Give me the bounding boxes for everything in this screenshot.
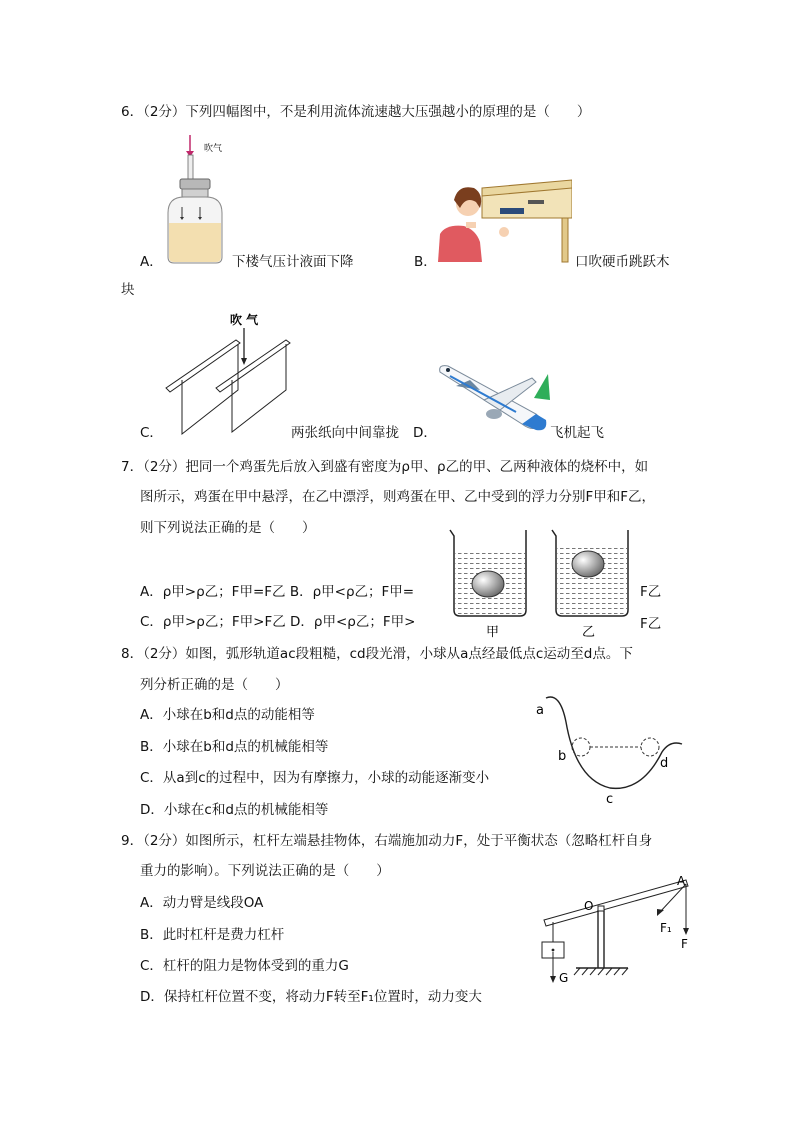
q6-stem: 6．（2分）下列四幅图中，不是利用流体流速越大压强越小的原理的是（ ） xyxy=(121,104,591,120)
point-c-label: c xyxy=(606,792,614,807)
q8-option-c: C．从a到c的过程中，因为有摩擦力，小球的动能逐渐变小 xyxy=(140,770,490,786)
weight-g-label: G xyxy=(559,971,569,985)
coin-blowing-figure xyxy=(436,178,572,264)
q8-option-a: A．小球在b和d点的动能相等 xyxy=(140,707,315,723)
q6-c-text: 两张纸向中间靠拢 xyxy=(291,425,399,441)
q6-b-label: B． xyxy=(414,254,437,270)
q8-stem-line1: 8．（2分）如图，弧形轨道ac段粗糙，cd段光滑，小球从a点经最低点c运动至d点。下 xyxy=(121,646,633,662)
lever-point-o: O xyxy=(584,899,594,913)
q9-option-d: D．保持杠杆位置不变，将动力F转至F₁位置时，动力变大 xyxy=(140,989,482,1005)
point-b-label: b xyxy=(558,749,567,764)
force-f-label: F xyxy=(681,937,688,951)
q7-stem-line3: 则下列说法正确的是（ ） xyxy=(140,520,316,536)
q8-stem-line2: 列分析正确的是（ ） xyxy=(140,677,289,693)
q7-options-cd-end: F乙 xyxy=(640,616,662,632)
q8-option-b: B．小球在b和d点的机械能相等 xyxy=(140,739,329,755)
q7-stem-line2: 图所示，鸡蛋在甲中悬浮，在乙中漂浮，则鸡蛋在甲、乙中受到的浮力分别F甲和F乙， xyxy=(140,489,656,505)
q7-options-ab: A．ρ甲>ρ乙；F甲=F乙 B．ρ甲<ρ乙；F甲= xyxy=(140,584,415,600)
two-papers-figure xyxy=(160,310,292,436)
q7-options-cd: C．ρ甲>ρ乙；F甲>F乙 D．ρ甲<ρ乙；F甲> xyxy=(140,614,416,630)
q9-option-c: C．杠杆的阻力是物体受到的重力G xyxy=(140,958,349,974)
force-f1-label: F₁ xyxy=(660,921,672,935)
q6-a-label: A． xyxy=(140,254,163,270)
q6-c-label: C． xyxy=(140,425,163,441)
beaker2-label: 乙 xyxy=(582,625,596,640)
beaker1-label: 甲 xyxy=(486,625,500,640)
point-d-label: d xyxy=(660,756,669,771)
airplane-figure xyxy=(436,360,552,436)
blow-label-a: 吹气 xyxy=(204,144,223,154)
q7-options-ab-end: F乙 xyxy=(640,584,662,600)
q6-d-label: D． xyxy=(413,425,437,441)
lever-point-a: A xyxy=(677,874,686,888)
q9-stem-line2: 重力的影响）。下列说法正确的是（ ） xyxy=(140,863,390,879)
q9-option-a: A．动力臂是线段OA xyxy=(140,895,264,911)
blow-label-c: 吹 气 xyxy=(230,313,259,327)
q9-stem-line1: 9．（2分）如图所示，杠杆左端悬挂物体，右端施加动力F，处于平衡状态（忽略杠杆自身 xyxy=(121,833,653,849)
arc-track-figure xyxy=(530,692,688,808)
q8-option-d: D．小球在c和d点的机械能相等 xyxy=(140,802,329,818)
barometer-jar-figure xyxy=(160,133,232,265)
beakers-figure xyxy=(446,526,632,644)
q7-stem-line1: 7．（2分）把同一个鸡蛋先后放入到盛有密度为ρ甲、ρ乙的甲、乙两种液体的烧杯中，如 xyxy=(121,459,649,475)
q6-b-text: 口吹硬币跳跃木 xyxy=(575,254,670,270)
point-a-label: a xyxy=(536,703,544,718)
q9-option-b: B．此时杠杆是费力杠杆 xyxy=(140,927,285,943)
q6-d-text: 飞机起飞 xyxy=(550,425,604,441)
lever-figure xyxy=(536,872,696,990)
q6-b-text-cont: 块 xyxy=(121,282,135,298)
q6-a-text: 下楼气压计液面下降 xyxy=(232,254,354,270)
